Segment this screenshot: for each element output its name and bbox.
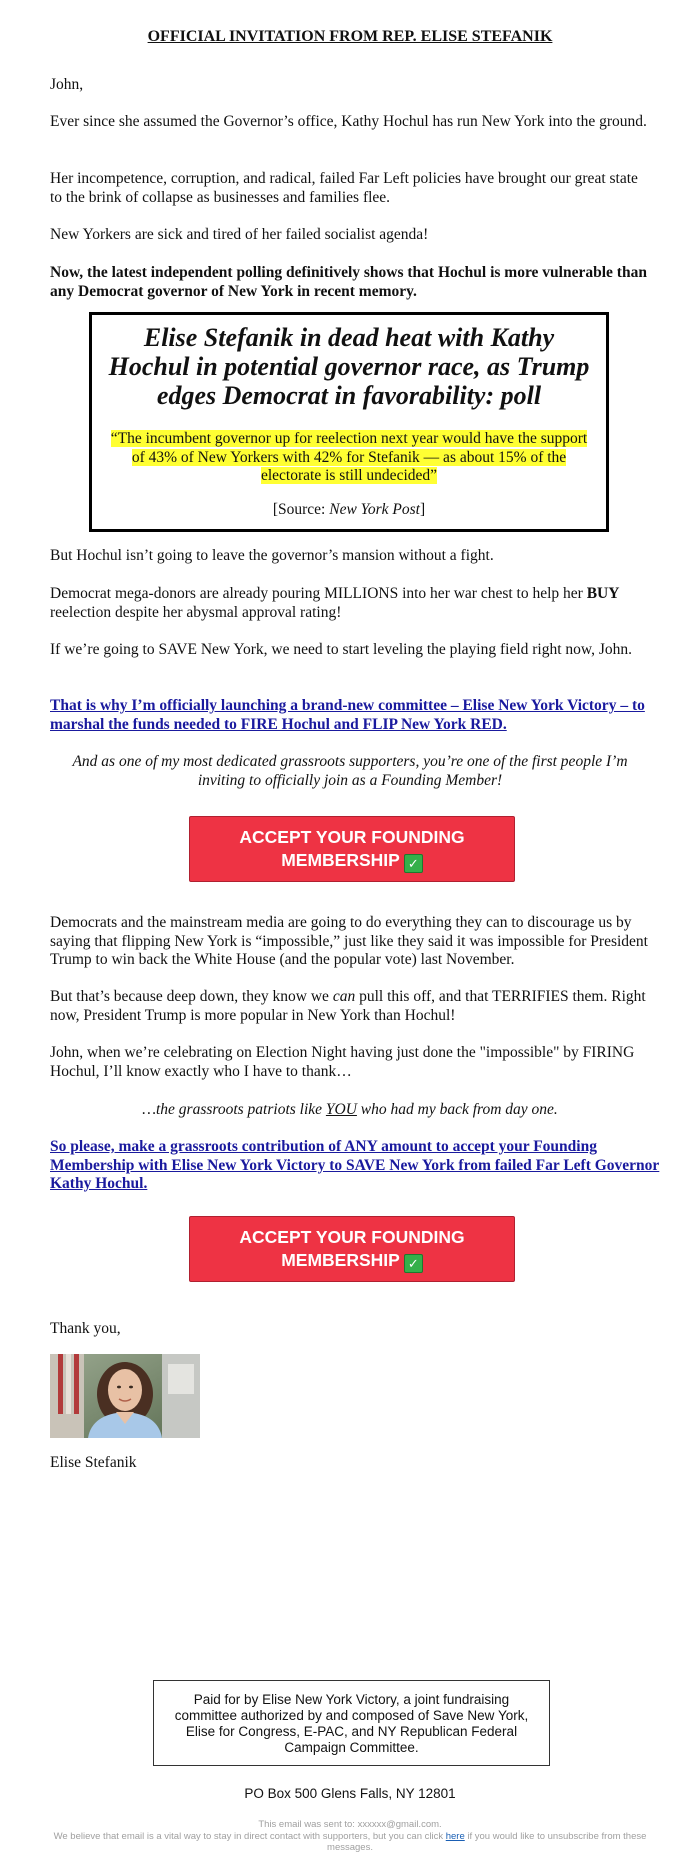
poll-headline: Elise Stefanik in dead heat with Kathy Hochul in potential governor race, as Trump edges Democrat in favorability: poll: [108, 323, 590, 410]
founding-member-invite: And as one of my most dedicated grassroots supporters, you’re one of the first people I’m inviting to officially join as a Founding Member!: [72, 753, 628, 789]
accept-founding-membership-button[interactable]: [189, 816, 515, 882]
check-mark-icon: ✓: [404, 854, 423, 873]
paragraph-6: Democrat mega-donors are already pouring MILLIONS into her war chest to help her BUY reelection despite her abysmal approval rating!: [50, 585, 620, 621]
unsubscribe-link[interactable]: here: [445, 1831, 465, 1842]
contribution-link[interactable]: So please, make a grassroots contribution of ANY amount to accept your Founding Membership with Elise New York Victory to SAVE New York from failed Far Left Governor Kathy Hochul.: [50, 1138, 660, 1192]
committee-link[interactable]: That is why I’m officially launching a brand-new committee – Elise New York Victory – to marshal the funds needed to FIRE Hochul and FLIP New York RED.: [50, 697, 645, 733]
paid-for-disclaimer: Paid for by Elise New York Victory, a joint fundraising committee authorized by and composed of Save New York, Elise for Congress, E-PAC, and NY Republican Federal Campaign Committee.: [153, 1680, 550, 1766]
greeting: John,: [50, 76, 84, 93]
check-mark-icon: ✓: [404, 1254, 423, 1273]
poll-quote-box: [89, 312, 609, 532]
cta-line-2: MEMBERSHIP: [281, 849, 400, 870]
paragraph-8: Democrats and the mainstream media are going to do everything they can to discourage us by saying that flipping New York is “impossible,” just like they said it was impossible for President Trump to win back the White House (and the popular vote) last November.: [50, 914, 648, 968]
paragraph-7: If we’re going to SAVE New York, we need to start leveling the playing field right now, John.: [50, 641, 633, 658]
paragraph-3: New Yorkers are sick and tired of her failed socialist agenda!: [50, 226, 429, 243]
paragraph-10: John, when we’re celebrating on Election Night having just done the "impossible" by FIRING Hochul, I’ll know exactly who I have to thank…: [50, 1044, 635, 1080]
signature-name: Elise Stefanik: [50, 1454, 137, 1471]
highlighted-quote: “The incumbent governor up for reelection next year would have the support of 43% of New Yorkers with 42% for Stefanik — as about 15% of the electorate is still undecided”: [110, 430, 588, 484]
poll-source: [Source: New York Post]: [272, 500, 426, 518]
paragraph-2: Her incompetence, corruption, and radical, failed Far Left policies have brought our great state to the brink of collapse as businesses and families flee.: [50, 170, 638, 206]
accept-founding-membership-button-2[interactable]: [189, 1216, 515, 1282]
cta-line-1: ACCEPT YOUR FOUNDING: [239, 826, 465, 847]
poll-quote: [104, 430, 594, 486]
email-title: OFFICIAL INVITATION FROM REP. ELISE STEFANIK: [147, 28, 553, 45]
paragraph-polling: Now, the latest independent polling definitively shows that Hochul is more vulnerable than any Democrat governor of New York in recent memory.: [50, 264, 647, 300]
grassroots-patriots: …the grassroots patriots like YOU who had my back from day one.: [142, 1101, 558, 1118]
mailing-address: PO Box 500 Glens Falls, NY 12801: [244, 1786, 456, 1801]
paragraph-5: But Hochul isn’t going to leave the governor’s mansion without a fight.: [50, 547, 494, 564]
source-name: New York Post: [329, 500, 420, 518]
thank-you: Thank you,: [50, 1320, 121, 1337]
sent-to-notice: This email was sent to: xxxxxx@gmail.com.: [258, 1819, 442, 1830]
paragraph-1: Ever since she assumed the Governor’s office, Kathy Hochul has run New York into the ground.: [50, 113, 647, 130]
elise-stefanik-photo: [50, 1354, 200, 1438]
cta-line-2: MEMBERSHIP: [281, 1249, 400, 1270]
unsubscribe-notice: We believe that email is a vital way to stay in direct contact with supporters, but you can click here if you would like to unsubscribe from these messages.: [53, 1831, 647, 1853]
cta-line-1: ACCEPT YOUR FOUNDING: [239, 1226, 465, 1247]
paragraph-9: But that’s because deep down, they know we can pull this off, and that TERRIFIES them. Right now, President Trump is more popular in New York than Hochul!: [50, 988, 646, 1024]
